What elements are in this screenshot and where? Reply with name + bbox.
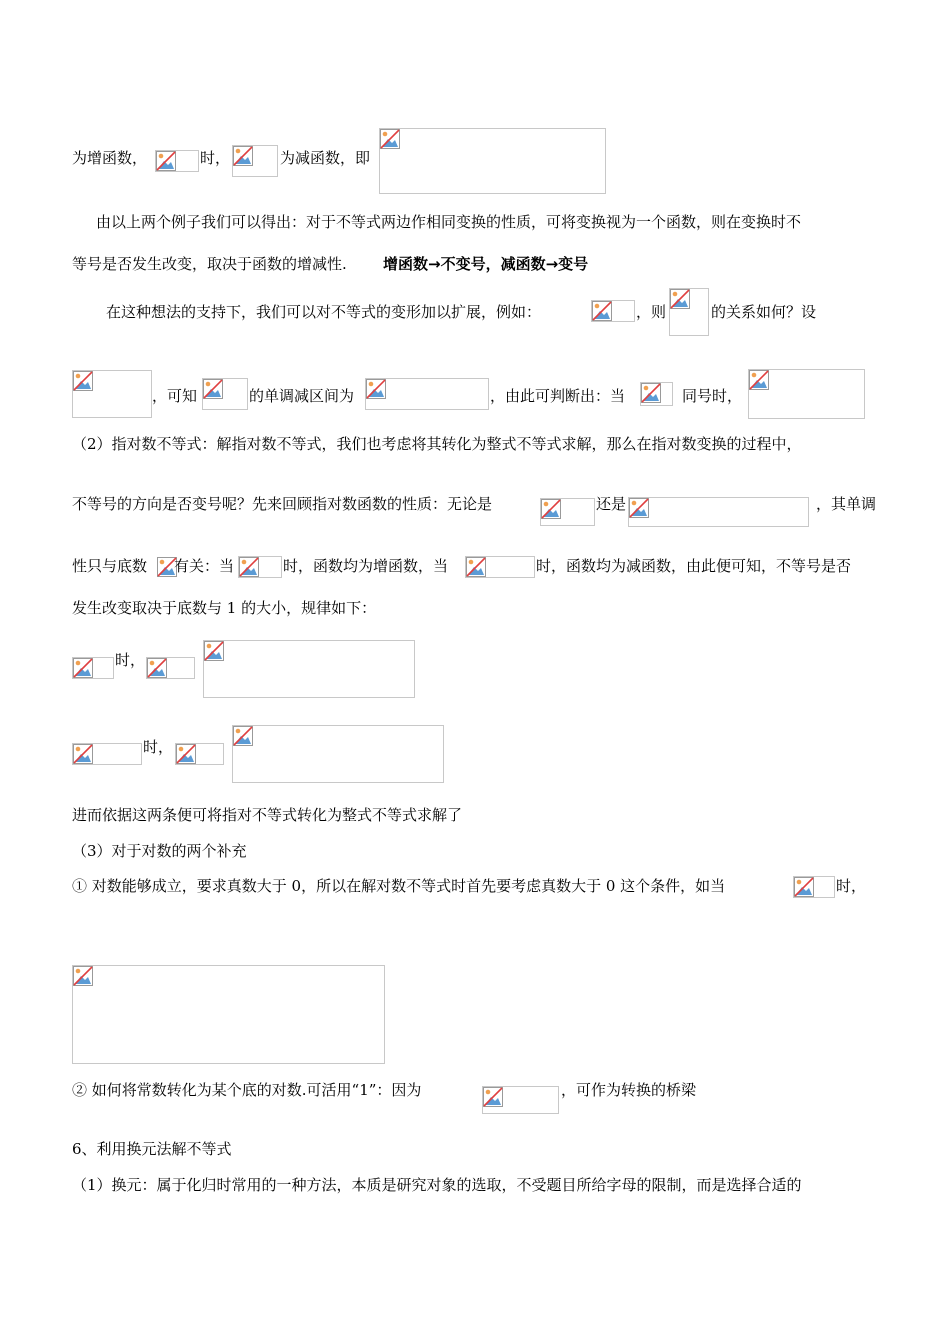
text: 时， (143, 738, 174, 756)
text: 还是 (596, 495, 627, 513)
formula-image (640, 382, 673, 406)
paragraph-line: 性只与底数 (72, 557, 148, 575)
broken-image-icon (541, 499, 561, 519)
broken-image-icon (204, 641, 224, 661)
text: 时， (115, 651, 146, 669)
broken-image-icon (380, 129, 400, 149)
formula-image (202, 378, 248, 410)
broken-image-icon (641, 383, 661, 403)
text: 同号时， (682, 387, 743, 405)
broken-image-icon (233, 146, 253, 166)
formula-image (365, 378, 489, 410)
text: ，可作为转换的桥梁 (561, 1081, 697, 1099)
broken-image-icon (592, 301, 612, 321)
broken-image-icon (233, 726, 253, 746)
text: 时，函数均为减函数，由此便可知，不等号是否 (536, 557, 852, 575)
broken-image-icon (749, 370, 769, 390)
formula-image (748, 369, 865, 419)
paragraph-line: 等号是否发生改变，取决于函数的增减性. (72, 255, 347, 273)
formula-image (591, 300, 635, 322)
formula-image (72, 370, 152, 418)
formula-image (793, 876, 835, 898)
formula-image (175, 743, 224, 765)
paragraph-line: ② 如何将常数转化为某个底的对数.可活用“1”：因为 (72, 1081, 422, 1099)
paragraph-line: 不等号的方向是否变号呢？先来回顾指对数函数的性质：无论是 (72, 495, 493, 513)
text: ，可知 (152, 387, 198, 405)
text: 时，函数均为增函数，当 (283, 557, 449, 575)
broken-image-icon (73, 371, 93, 391)
paragraph-line: 进而依据这两条便可将指对不等式转化为整式不等式求解了 (72, 806, 463, 824)
text: ，由此可判断出：当 (490, 387, 626, 405)
section-title: 6、利用换元法解不等式 (72, 1140, 232, 1158)
broken-image-icon (73, 966, 93, 986)
text: ，则 (636, 303, 667, 321)
text: ，其单调 (816, 495, 877, 513)
formula-image (465, 556, 535, 578)
broken-image-icon (466, 557, 486, 577)
broken-image-icon (239, 557, 259, 577)
broken-image-icon (670, 289, 690, 309)
formula-image (540, 498, 595, 526)
text: 的关系如何？设 (711, 303, 817, 321)
paragraph-line: （2）指对数不等式：解指对数不等式，我们也考虑将其转化为整式不等式求解，那么在指对数变换的过程中， (72, 435, 802, 453)
section-title: （3）对于对数的两个补充 (72, 842, 247, 860)
broken-image-icon (203, 379, 223, 399)
broken-image-icon (366, 379, 386, 399)
formula-image (203, 640, 415, 698)
bold-conclusion: 增函数→不变号，减函数→变号 (383, 255, 589, 273)
text: 的单调减区间为 (249, 387, 355, 405)
paragraph-line: （1）换元：属于化归时常用的一种方法，本质是研究对象的选取，不受题目所给字母的限制，而是选择合适的 (72, 1176, 802, 1194)
formula-image (232, 725, 444, 783)
paragraph-line: 在这种想法的支持下，我们可以对不等式的变形加以扩展，例如： (106, 303, 542, 321)
formula-image (482, 1086, 559, 1114)
text: 为增函数， (72, 149, 148, 167)
text: 时， (200, 149, 231, 167)
formula-image (669, 288, 709, 336)
formula-image (72, 743, 142, 765)
broken-image-icon (176, 744, 196, 764)
text: 时， (836, 877, 867, 895)
broken-image-icon (73, 658, 93, 678)
broken-image-icon (629, 498, 649, 518)
broken-image-icon (147, 658, 167, 678)
formula-image (72, 657, 114, 679)
formula-image (238, 556, 282, 578)
text: 为减函数，即 (280, 149, 371, 167)
formula-image (155, 150, 199, 172)
formula-image (72, 965, 385, 1064)
paragraph-line: 由以上两个例子我们可以得出：对于不等式两边作相同变换的性质，可将变换视为一个函数，则在变换时不 (96, 213, 802, 231)
formula-image (379, 128, 606, 194)
formula-image (146, 657, 195, 679)
broken-image-icon (483, 1087, 503, 1107)
formula-image (232, 145, 278, 177)
text: 有关：当 (174, 557, 235, 575)
paragraph-line: ① 对数能够成立，要求真数大于 0，所以在解对数不等式时首先要考虑真数大于 0 这个条件，如当 (72, 877, 726, 895)
formula-image (157, 557, 173, 577)
formula-image (628, 497, 809, 527)
broken-image-icon (794, 877, 814, 897)
broken-image-icon (156, 151, 176, 171)
broken-image-icon (73, 744, 93, 764)
paragraph-line: 发生改变取决于底数与 1 的大小，规律如下： (72, 599, 377, 617)
